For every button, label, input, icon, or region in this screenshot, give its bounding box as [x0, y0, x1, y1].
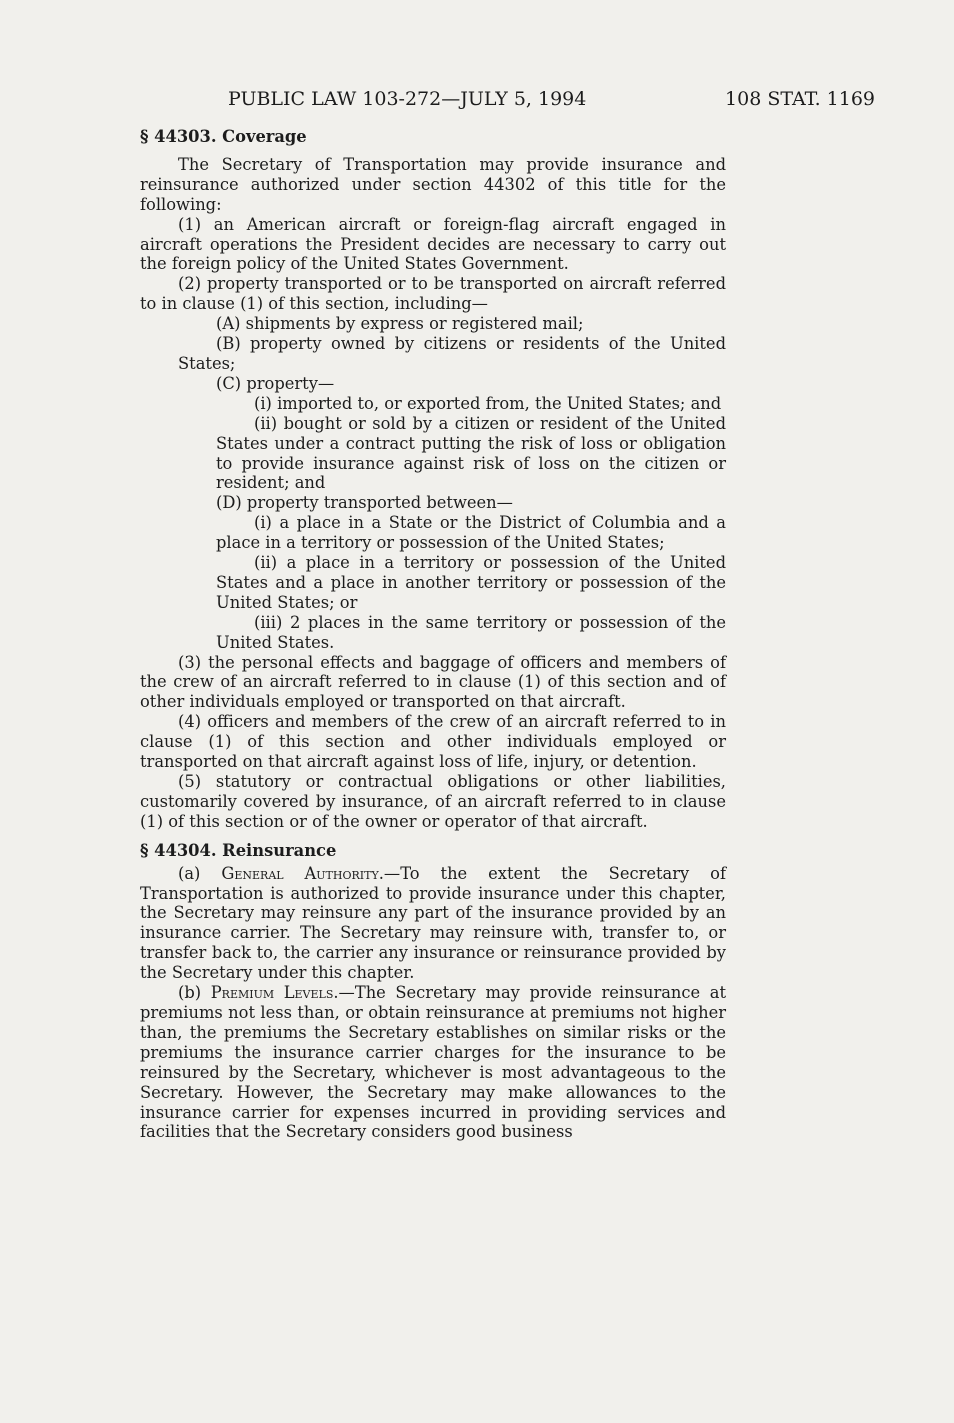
subsection-a-prefix: (a) [178, 863, 222, 883]
clause-4: (4) officers and members of the crew of an aircraft referred to in clause (1) of this section and other individuals employed or transported on that aircraft against loss of life, injury, or detention. [140, 712, 726, 772]
section-heading-44304: § 44304. Reinsurance [140, 840, 337, 860]
clause-3: (3) the personal effects and baggage of officers and members of the crew of an aircraft referred to in clause (1) of this section and of other individuals employed or transported on that aircraft. [140, 652, 726, 712]
section-heading-44303: § 44303. Coverage [140, 127, 307, 146]
running-header [140, 84, 875, 114]
clause-2-D-i: (i) a place in a State or the District of Columbia and a place in a territory or possession of the United States; [216, 513, 726, 553]
header-title: PUBLIC LAW 103-272—JULY 5, 1994 [228, 88, 587, 110]
subsection-b-prefix: (b) [178, 983, 211, 1003]
subsection-a-caption: General Authority [221, 863, 379, 883]
clause-2-C: (C) property— [216, 373, 335, 393]
header-stat-page: 108 STAT. 1169 [725, 88, 875, 110]
subsection-b [140, 983, 726, 1142]
clause-2-C-ii: (ii) bought or sold by a citizen or resident of the United States under a contract putting the risk of loss or obligation to provide insurance against risk of loss on the citizen or resident; and [216, 413, 726, 493]
clause-5: (5) statutory or contractual obligations or other liabilities, customarily covered by insurance, of an aircraft referred to in clause (1) of this section or of the owner or operator of that aircraft. [140, 772, 726, 831]
clause-2-B: (B) property owned by citizens or residents of the United States; [178, 334, 726, 373]
body-text [140, 127, 726, 1142]
clause-1: (1) an American aircraft or foreign-flag aircraft engaged in aircraft operations the President decides are necessary to carry out the foreign policy of the United States Government. [140, 214, 726, 274]
subsection-b-text: .—The Secretary may provide reinsurance at premiums not less than, or obtain reinsurance at premiums not higher than, the premiums the Secretary establishes on similar risks or the premiums the insurance carrier charges for the insurance to be reinsured by the Secretary, whichever is most advantageous to the Secretary. However, the Secretary may make allowances to the insurance carrier for expenses incurred in providing services and facilities that the Secretary considers good business [140, 983, 726, 1142]
subsection-a-text: .—To the extent the Secretary of Transportation is authorized to provide insurance under this chapter, the Secretary may reinsure any part of the insurance provided by an insurance carrier. The Secretary may reinsure with, transfer to, or transfer back to, the carrier any insurance or reinsurance provided by the Secretary under this chapter. [140, 863, 727, 983]
paragraph-intro: The Secretary of Transportation may provide insurance and reinsurance authorized under section 44302 of this title for the following: [140, 154, 726, 214]
subsection-b-caption: Premium Levels [210, 983, 334, 1003]
clause-2-D: (D) property transported between— [216, 493, 513, 513]
clause-2-C-i: (i) imported to, or exported from, the United States; and [254, 393, 722, 413]
clause-2-A: (A) shipments by express or registered mail; [216, 314, 584, 334]
clause-2-D-iii: (iii) 2 places in the same territory or possession of the United States. [216, 612, 726, 652]
clause-2-D-ii: (ii) a place in a territory or possession of the United States and a place in another territory or possession of the United States; or [216, 553, 726, 612]
clause-2: (2) property transported or to be transported on aircraft referred to in clause (1) of this section, including— [140, 274, 726, 314]
subsection-a [140, 864, 726, 983]
